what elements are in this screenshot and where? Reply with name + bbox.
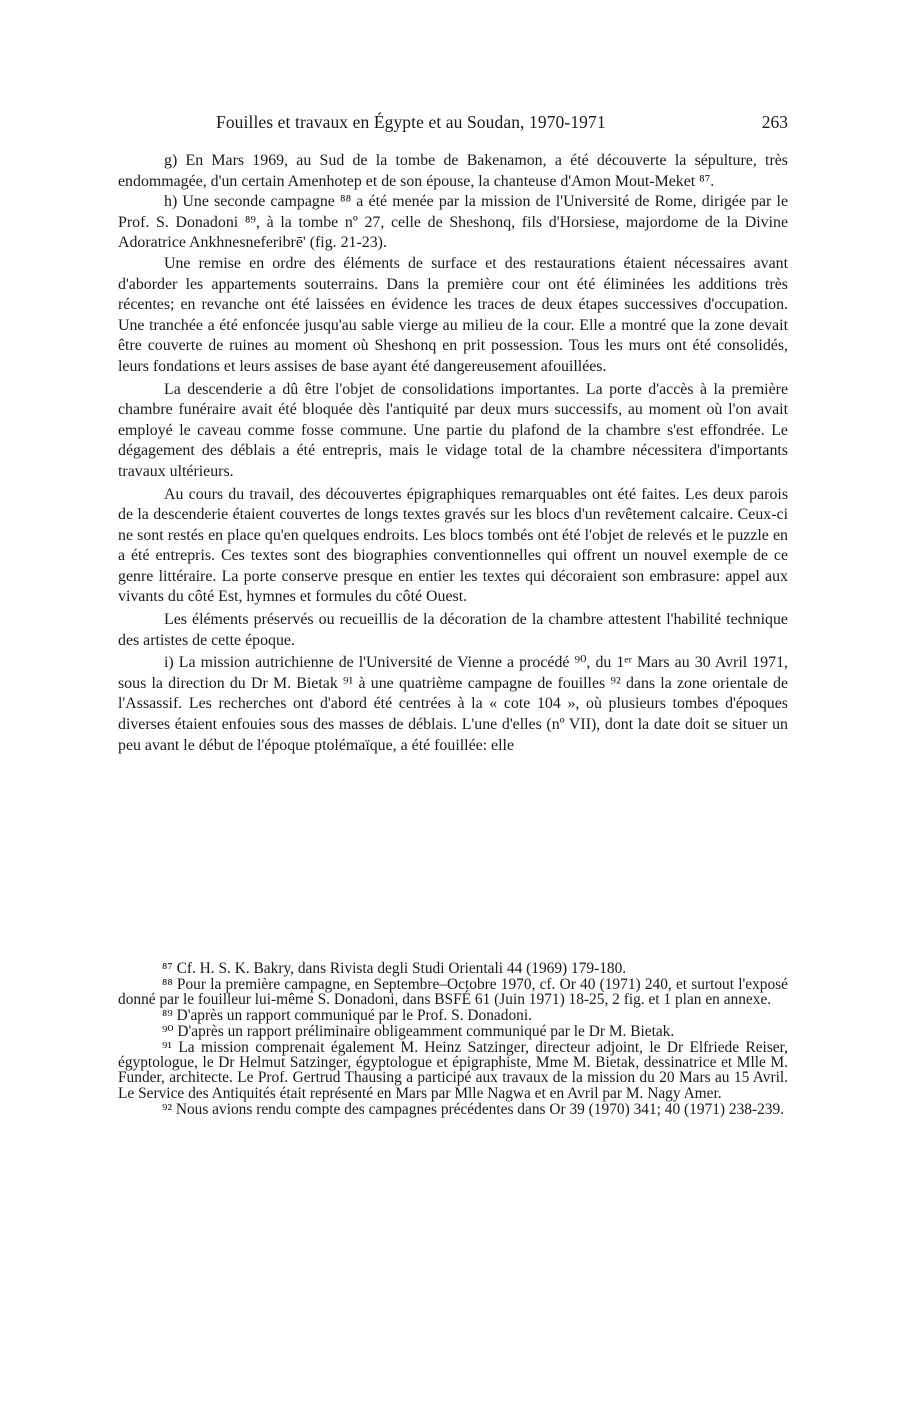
paragraph: g) En Mars 1969, au Sud de la tombe de Bakenamon, a été découverte la sépulture, très endommagée, d'un certain Amenhotep et de son épouse, la chanteuse d'Amon Mout-Meket ⁸⁷. [118,152,788,190]
footnote: ⁸⁸ Pour la première campagne, en Septembre–Octobre 1970, cf. Or 40 (1971) 240, et surtout l'exposé donné par le fouilleur lui-même S. Donadoni, dans BSFÉ 61 (Juin 1971) 18-25, 2 fig. et 1 plan en annexe. [118,975,788,1009]
footnote: ⁹² Nous avions rendu compte des campagnes précédentes dans Or 39 (1970) 341; 40 (1971) 238-239. [162,1100,785,1118]
paragraph: i) La mission autrichienne de l'Université de Vienne a procédé ⁹⁰, du 1ᵉʳ Mars au 30 Avril 1971, sous la direction du Dr M. Bietak ⁹¹ à une quatrième campagne de fouilles ⁹² dans la zone orientale de l'Assassif. Les recherches ont d'abord été centrées à la « cote 104 », où plusieurs tombes d'époques diverses étaient enfouies sous des masses de déblais. L'une d'elles (nº VII), dont la date doit se situer un peu avant le début de l'époque ptolémaïque, a été fouillée: elle [118,654,788,754]
footnote: ⁹⁰ D'après un rapport préliminaire obligeamment communiqué par le Dr M. Bietak. [162,1022,675,1040]
page-number: 263 [761,112,788,132]
running-title: Fouilles et travaux en Égypte et au Soudan, 1970-1971 [216,112,606,132]
page-header [118,112,788,138]
paragraph: Une remise en ordre des éléments de surface et des restaurations étaient nécessaires avant d'aborder les appartements souterrains. Dans la première cour ont été éliminées les additions très récentes; en revanche ont été laissées en évidence les traces de deux étapes successives d'occupation. Une tranchée a été enfoncée jusqu'au sable vierge au milieu de la cour. Elle a montré que la zone devait être couverte de ruines au moment où Sheshonq en prit possession. Tous les murs ont été consolidés, leurs fondations et leurs assises de base ayant été dangereusement afouillées. [118,254,788,375]
footnote: ⁸⁷ Cf. H. S. K. Bakry, dans Rivista degli Studi Orientali 44 (1969) 179-180. [162,960,627,977]
paragraph: La descenderie a dû être l'objet de consolidations importantes. La porte d'accès à la première chambre funéraire avait été bloquée dès l'antiquité par deux murs successifs, au moment où l'on avait employé le caveau comme fosse commune. Une partie du plafond de la chambre s'est effondrée. Le dégagement des déblais a été entrepris, mais le vidage total de la chambre nécessitera d'importants travaux ultérieurs. [118,380,788,480]
footnote: ⁹¹ La mission comprenait également M. Heinz Satzinger, directeur adjoint, le Dr Elfriede Reiser, égyptologue, le Dr Helmut Satzinger, égyptologue et épigraphiste, Mme M. Bietak, dessinatrice et Mlle M. Funder, architecte. Le Prof. Gertrud Thausing a participé aux travaux de la mission du 20 Mars au 15 Avril. Le Service des Antiquités était représenté en Mars par Mlle Nagwa et en Avril par M. Nagy Amer. [118,1038,788,1102]
paragraph: h) Une seconde campagne ⁸⁸ a été menée par la mission de l'Université de Rome, dirigée par le Prof. S. Donadoni ⁸⁹, à la tombe nº 27, celle de Sheshonq, fils d'Horsiese, majordome de la Divine Adoratrice Ankhnesneferibrē' (fig. 21-23). [118,193,788,252]
paragraph: Au cours du travail, des découvertes épigraphiques remarquables ont été faites. Les deux parois de la descenderie étaient couvertes de longs textes gravés sur les blocs d'un revêtement calcaire. Ceux-ci ne sont restés en place qu'en quelques endroits. Les blocs tombés ont été l'objet de relevés et le puzzle en a été entrepris. Ces textes sont des biographies conventionnelles qui offrent un nouvel exemple de ce genre littéraire. La porte conserve presque en entier les textes qui décoraient son embrasure: appel aux vivants du côté Est, hymnes et formules du côté Ouest. [118,485,788,606]
body-text [118,151,788,756]
footnote: ⁸⁹ D'après un rapport communiqué par le Prof. S. Donadoni. [162,1007,532,1025]
footnotes [118,961,788,1117]
paragraph: Les éléments préservés ou recueillis de la décoration de la chambre attestent l'habilité technique des artistes de cette époque. [118,611,788,649]
